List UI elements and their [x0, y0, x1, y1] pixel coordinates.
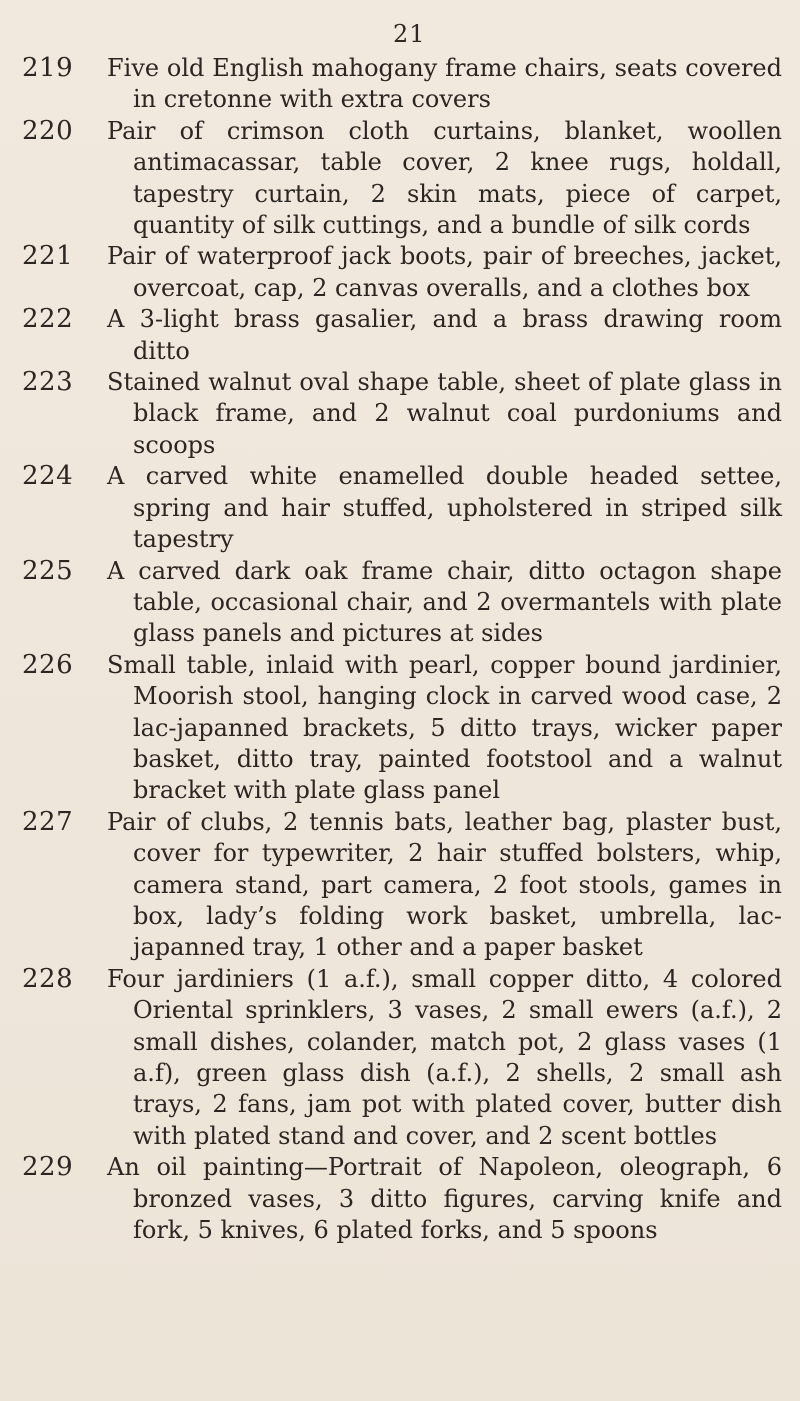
lot-number: 226 — [22, 649, 74, 680]
lot-entry — [0, 461, 800, 555]
page-number: 21 — [393, 20, 426, 48]
lot-number: 221 — [22, 241, 74, 272]
lot-description: A 3-light brass gasalier, and a brass drawing room ditto — [107, 305, 782, 365]
lot-description: Pair of crimson cloth curtains, blanket, woollen antimacassar, table cover, 2 knee rugs, holdall, tapestry curtain, 2 skin mats, piece of carpet, quantity of silk cuttings, and a bundle of silk cords — [107, 116, 782, 240]
lot-number: 223 — [22, 367, 74, 398]
lot-list — [0, 53, 800, 1246]
lot-entry — [0, 964, 800, 1152]
lot-number: 219 — [22, 53, 74, 83]
lot-entry — [0, 241, 800, 304]
lot-entry — [0, 556, 800, 650]
lot-number: 229 — [22, 1152, 74, 1183]
lot-number: 225 — [22, 555, 74, 586]
lot-number: 227 — [22, 806, 74, 837]
lot-number: 228 — [22, 963, 74, 994]
lot-entry — [0, 53, 800, 116]
lot-description: Stained walnut oval shape table, sheet of plate glass in black frame, and 2 walnut coal purdoniums and scoops — [107, 368, 782, 459]
lot-entry — [0, 807, 800, 964]
lot-number: 220 — [22, 115, 74, 146]
lot-entry — [0, 367, 800, 461]
lot-description: Small table, inlaid with pearl, copper bound jardinier, Moorish stool, hanging clock in carved wood case, 2 lac-japanned brackets, 5 ditto trays, wicker paper basket, ditto tray, painted footstool and a walnut bracket with plate glass panel — [107, 650, 782, 805]
lot-description: Four jardiniers (1 a.f.), small copper ditto, 4 colored Oriental sprinklers, 3 vases, 2 small ewers (a.f.), 2 small dishes, colander, match pot, 2 glass vases (1 a.f), green glass dish (a.f.), 2 shells, 2 small ash trays, 2 fans, jam pot with plated cover, butter dish with plated stand and cover, and 2 scent bottles — [107, 964, 782, 1150]
lot-number: 224 — [22, 461, 74, 492]
lot-entry — [0, 304, 800, 367]
lot-entry — [0, 650, 800, 807]
lot-description: A carved white enamelled double headed settee, spring and hair stuffed, upholstered in striped silk tapestry — [107, 462, 782, 554]
lot-description: Pair of waterproof jack boots, pair of breeches, jacket, overcoat, cap, 2 canvas overalls, and a clothes box — [107, 242, 782, 302]
lot-entry — [0, 1152, 800, 1246]
lot-description: Pair of clubs, 2 tennis bats, leather bag, plaster bust, cover for typewriter, 2 hair stuffed bolsters, whip, camera stand, part camera, 2 foot stools, games in box, lady’s folding work basket, umbrella, lac-japanned tray, 1 other and a paper basket — [107, 807, 782, 962]
lot-description: Five old English mahogany frame chairs, seats covered in cretonne with extra covers — [107, 54, 782, 114]
lot-description: An oil painting—Portrait of Napoleon, oleograph, 6 bronzed vases, 3 ditto figures, carving knife and fork, 5 knives, 6 plated forks, and 5 spoons — [107, 1153, 782, 1245]
lot-entry — [0, 116, 800, 242]
lot-number: 222 — [22, 304, 74, 335]
lot-description: A carved dark oak frame chair, ditto octagon shape table, occasional chair, and 2 overmantels with plate glass panels and pictures at sides — [107, 556, 782, 648]
